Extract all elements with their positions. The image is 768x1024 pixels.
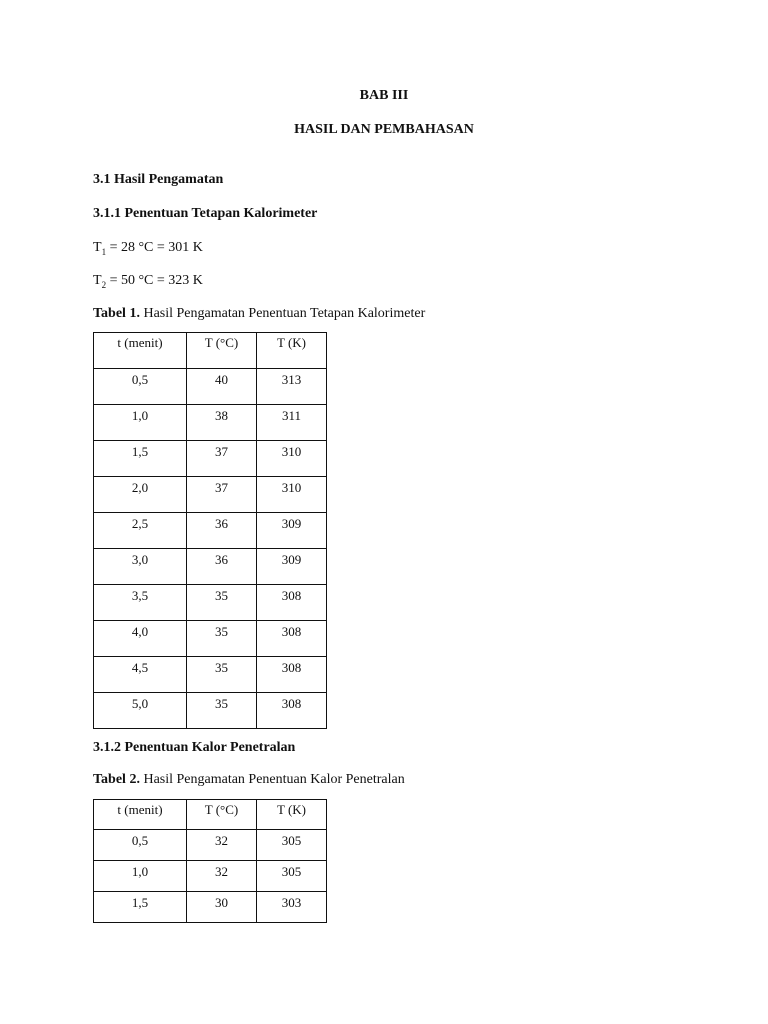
- chapter-title: HASIL DAN PEMBAHASAN: [294, 122, 474, 137]
- section-heading-3-1: 3.1 Hasil Pengamatan: [93, 172, 224, 187]
- table-cell: 0,5: [94, 369, 187, 405]
- table-header-row: [94, 333, 327, 369]
- table-cell: 308: [257, 585, 327, 621]
- table-cell: 313: [257, 369, 327, 405]
- table-cell: 35: [187, 657, 257, 693]
- table-row: [94, 441, 327, 477]
- section-heading-3-1-2: 3.1.2 Penentuan Kalor Penetralan: [93, 740, 296, 755]
- equation-subscript: 2: [101, 279, 107, 290]
- table-cell: 310: [257, 477, 327, 513]
- table-cell: 5,0: [94, 693, 187, 729]
- table-cell: 2,5: [94, 513, 187, 549]
- table-row: [94, 657, 327, 693]
- table1-caption: [93, 306, 425, 322]
- table-cell: 35: [187, 621, 257, 657]
- table-cell: 309: [257, 549, 327, 585]
- equation-subscript: 1: [101, 246, 107, 257]
- table1-caption-text: Hasil Pengamatan Penentuan Tetapan Kalorimeter: [139, 306, 426, 321]
- section-heading-3-1-1: 3.1.1 Penentuan Tetapan Kalorimeter: [93, 206, 318, 221]
- equation-t1: [93, 240, 203, 257]
- table-cell: 32: [187, 861, 257, 892]
- table-cell: 3,5: [94, 585, 187, 621]
- column-header: T (K): [257, 800, 327, 830]
- table-row: [94, 861, 327, 892]
- equation-text: = 50 °C = 323 K: [106, 273, 203, 288]
- table-row: [94, 621, 327, 657]
- table-row: [94, 693, 327, 729]
- equation-text: = 28 °C = 301 K: [106, 240, 203, 255]
- table-cell: 311: [257, 405, 327, 441]
- table-cell: 310: [257, 441, 327, 477]
- table1: [93, 332, 327, 729]
- table-cell: 38: [187, 405, 257, 441]
- table-row: [94, 549, 327, 585]
- table-cell: 305: [257, 830, 327, 861]
- table2-caption-text: Hasil Pengamatan Penentuan Kalor Penetralan: [139, 772, 405, 787]
- table-cell: 35: [187, 585, 257, 621]
- table-cell: 1,5: [94, 892, 187, 923]
- table2-caption: [93, 772, 405, 788]
- table-cell: 1,5: [94, 441, 187, 477]
- table-row: [94, 477, 327, 513]
- table-cell: 308: [257, 657, 327, 693]
- table-row: [94, 513, 327, 549]
- equation-t2: [93, 273, 203, 290]
- table-row: [94, 369, 327, 405]
- table-cell: 4,5: [94, 657, 187, 693]
- table-cell: 4,0: [94, 621, 187, 657]
- table-row: [94, 585, 327, 621]
- table-cell: 40: [187, 369, 257, 405]
- equation-symbol: T: [93, 240, 102, 255]
- table-row: [94, 405, 327, 441]
- table2: [93, 799, 327, 923]
- table-cell: 36: [187, 513, 257, 549]
- table-cell: 37: [187, 477, 257, 513]
- table-cell: 30: [187, 892, 257, 923]
- chapter-number: BAB III: [359, 88, 409, 103]
- table-cell: 1,0: [94, 861, 187, 892]
- table-cell: 37: [187, 441, 257, 477]
- table-row: [94, 892, 327, 923]
- table-cell: 2,0: [94, 477, 187, 513]
- column-header: T (°C): [187, 333, 257, 369]
- column-header: T (°C): [187, 800, 257, 830]
- column-header: t (menit): [94, 333, 187, 369]
- table-cell: 308: [257, 693, 327, 729]
- table-cell: 32: [187, 830, 257, 861]
- column-header: t (menit): [94, 800, 187, 830]
- table-cell: 36: [187, 549, 257, 585]
- table-cell: 0,5: [94, 830, 187, 861]
- table-cell: 308: [257, 621, 327, 657]
- table-header-row: [94, 800, 327, 830]
- equation-symbol: T: [93, 273, 102, 288]
- column-header: T (K): [257, 333, 327, 369]
- table-cell: 35: [187, 693, 257, 729]
- table-row: [94, 830, 327, 861]
- table1-caption-label: Tabel 1.: [93, 306, 140, 321]
- table-cell: 309: [257, 513, 327, 549]
- table-cell: 3,0: [94, 549, 187, 585]
- table-cell: 303: [257, 892, 327, 923]
- table2-caption-label: Tabel 2.: [93, 772, 140, 787]
- table-cell: 305: [257, 861, 327, 892]
- table-cell: 1,0: [94, 405, 187, 441]
